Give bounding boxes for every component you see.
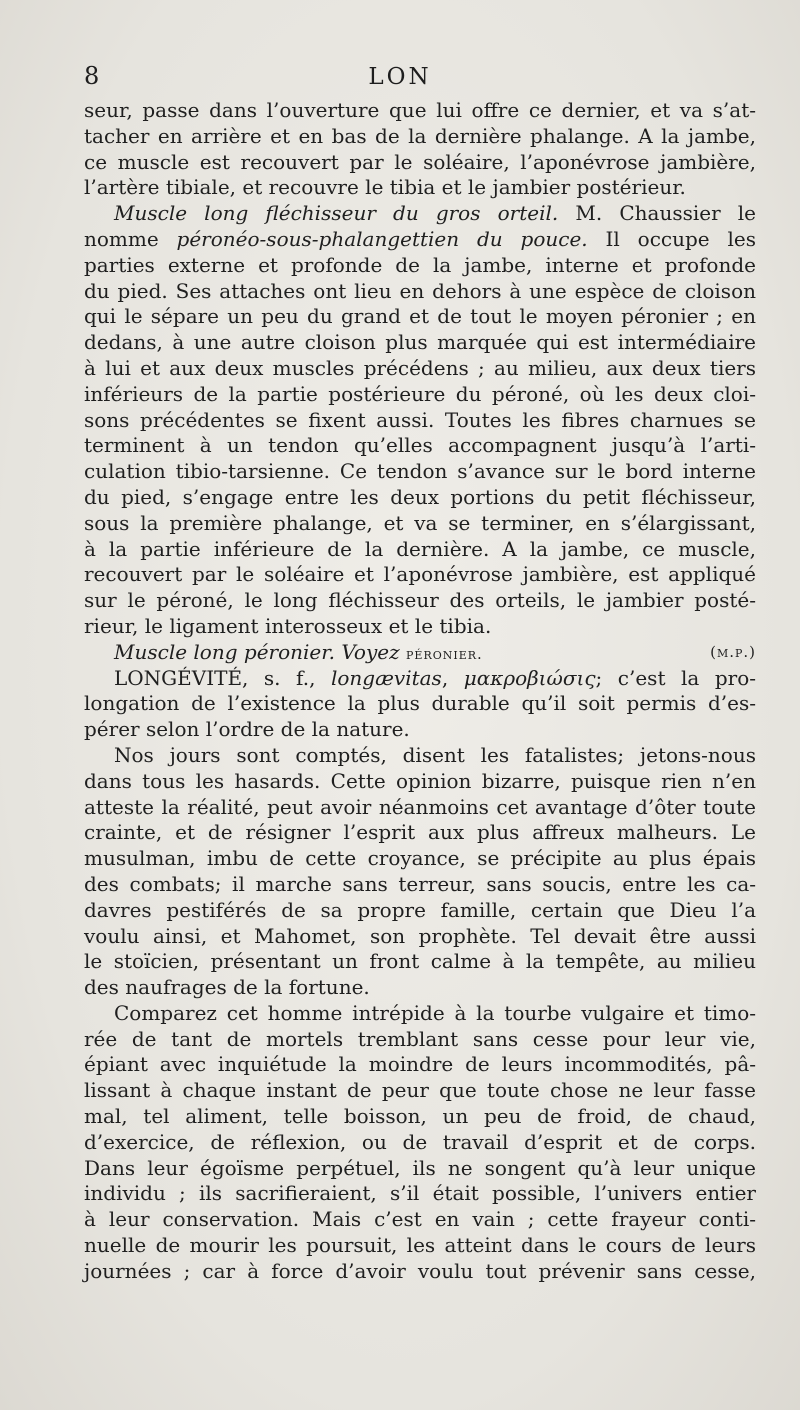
text-line: nuelle de mourir les poursuit, les atteint dans le cours de leurs (84, 1233, 756, 1258)
text-line: l’artère tibiale, et recouvre le tibia et le jambier postérieur. (84, 175, 686, 200)
text-line: seur, passe dans l’ouverture que lui offre ce dernier, et va s’at- (84, 98, 756, 122)
headword: LONGÉVITÉ (114, 665, 243, 690)
text-line: des combats; il marche sans terreur, sans soucis, entre les ca- (84, 871, 756, 896)
text-line: pérer selon l’ordre de la nature. (84, 717, 410, 742)
text-line: atteste la réalité, peut avoir néanmoins cet avantage d’ôter toute (84, 794, 756, 819)
text-line: Dans leur égoïsme perpétuel, ils ne songent qu’à leur unique (84, 1155, 756, 1180)
running-head: LON (368, 64, 432, 90)
text-line: tacher en arrière et en bas de la dernière phalange. A la jambe, (84, 123, 756, 148)
entry-term: Muscle long fléchisseur du gros orteil. (114, 201, 559, 226)
text-line: à lui et aux deux muscles précédens ; au milieu, aux deux tiers (84, 355, 756, 380)
text-line: ce muscle est recouvert par le soléaire, l’aponévrose jambière, (84, 149, 756, 174)
text-line: davres pestiférés de sa propre famille, certain que Dieu l’a (84, 897, 756, 922)
text-line: épiant avec inquiétude la moindre de leurs incommodités, pâ- (84, 1052, 756, 1077)
greek-term: μακροβιώσις (463, 665, 596, 690)
page-number: 8 (84, 62, 100, 90)
cross-reference-line: Muscle long péronier. Voyez péronier. (m.p.) (114, 639, 756, 664)
text-line: dedans, à une autre cloison plus marquée qui est intermédiaire (84, 330, 756, 355)
text-line: journées ; car à force d’avoir voulu tout prévenir sans cesse, (84, 1258, 756, 1283)
text-line: longation de l’existence la plus durable qu’il soit permis d’es- (84, 691, 756, 716)
text-line: mal, tel aliment, telle boisson, un peu de froid, de chaud, (84, 1104, 756, 1129)
entry-term: Muscle long péronier. (114, 639, 335, 664)
text-line: terminent à un tendon qu’elles accompagnent jusqu’à l’arti- (84, 433, 756, 458)
text-line: sur le péroné, le long fléchisseur des orteils, le jambier posté- (84, 588, 756, 613)
latin-term: longævitas (330, 665, 442, 690)
headword-line: LONGÉVITÉ, s. f., longævitas, μακροβιώσις; c’est la pro- (114, 665, 756, 690)
text-line: à la partie inférieure de la dernière. A la jambe, ce muscle, (84, 536, 756, 561)
text-line: à leur conservation. Mais c’est en vain ; cette frayeur conti- (84, 1207, 756, 1232)
text-line: du pied, s’engage entre les deux portions du petit fléchisseur, (84, 484, 756, 509)
text-line: rieur, le ligament interosseux et le tibia. (84, 613, 492, 638)
text-line: nomme péronéo-sous-phalangettien du pouce. Il occupe les (84, 226, 756, 251)
text-line: musulman, imbu de cette croyance, se précipite au plus épais (84, 846, 756, 871)
text-line: Comparez cet homme intrépide à la tourbe vulgaire et timo- (114, 1000, 756, 1025)
text-line: du pied. Ses attaches ont lieu en dehors à une espèce de cloison (84, 278, 756, 303)
body-text (84, 98, 756, 1285)
text-line: parties externe et profonde de la jambe, interne et profonde (84, 252, 756, 277)
text-line: inférieurs de la partie postérieure du péroné, où les deux cloi- (84, 381, 756, 406)
text-line: Nos jours sont comptés, disent les fatalistes; jetons-nous (114, 742, 756, 767)
text-line: recouvert par le soléaire et l’aponévrose jambière, est appliqué (84, 562, 756, 587)
text-line: lissant à chaque instant de peur que toute chose ne leur fasse (84, 1078, 756, 1103)
text-line: crainte, et de résigner l’esprit aux plus affreux malheurs. Le (84, 820, 756, 845)
author-signature: (m.p.) (710, 642, 756, 661)
text-line: Muscle long fléchisseur du gros orteil. M. Chaussier le (114, 201, 757, 226)
synonym-term: péronéo-sous-phalangettien du pouce. (176, 226, 588, 251)
text-line: dans tous les hasards. Cette opinion bizarre, puisque rien n’en (84, 768, 756, 793)
text-line: culation tibio-tarsienne. Ce tendon s’avance sur le bord interne (84, 459, 756, 484)
text-line: d’exercice, de réflexion, ou de travail d’esprit et de corps. (84, 1129, 756, 1154)
text-line: des naufrages de la fortune. (84, 975, 370, 1000)
text-line: qui le sépare un peu du grand et de tout le moyen péronier ; en (84, 304, 756, 329)
text-line: individu ; ils sacrifieraient, s’il était possible, l’univers entier (84, 1181, 756, 1206)
page-header (0, 60, 800, 94)
text-line: le stoïcien, présentant un front calme à la tempête, au milieu (84, 949, 756, 974)
text-line: sons précédentes se fixent aussi. Toutes les fibres charnues se (84, 407, 756, 432)
reference-link: péronier. (406, 644, 483, 663)
text-line: rée de tant de mortels tremblant sans cesse pour leur vie, (84, 1026, 756, 1051)
text-line: voulu ainsi, et Mahomet, son prophète. Tel devait être aussi (84, 923, 756, 948)
text-line: sous la première phalange, et va se terminer, en s’élargissant, (84, 510, 756, 535)
